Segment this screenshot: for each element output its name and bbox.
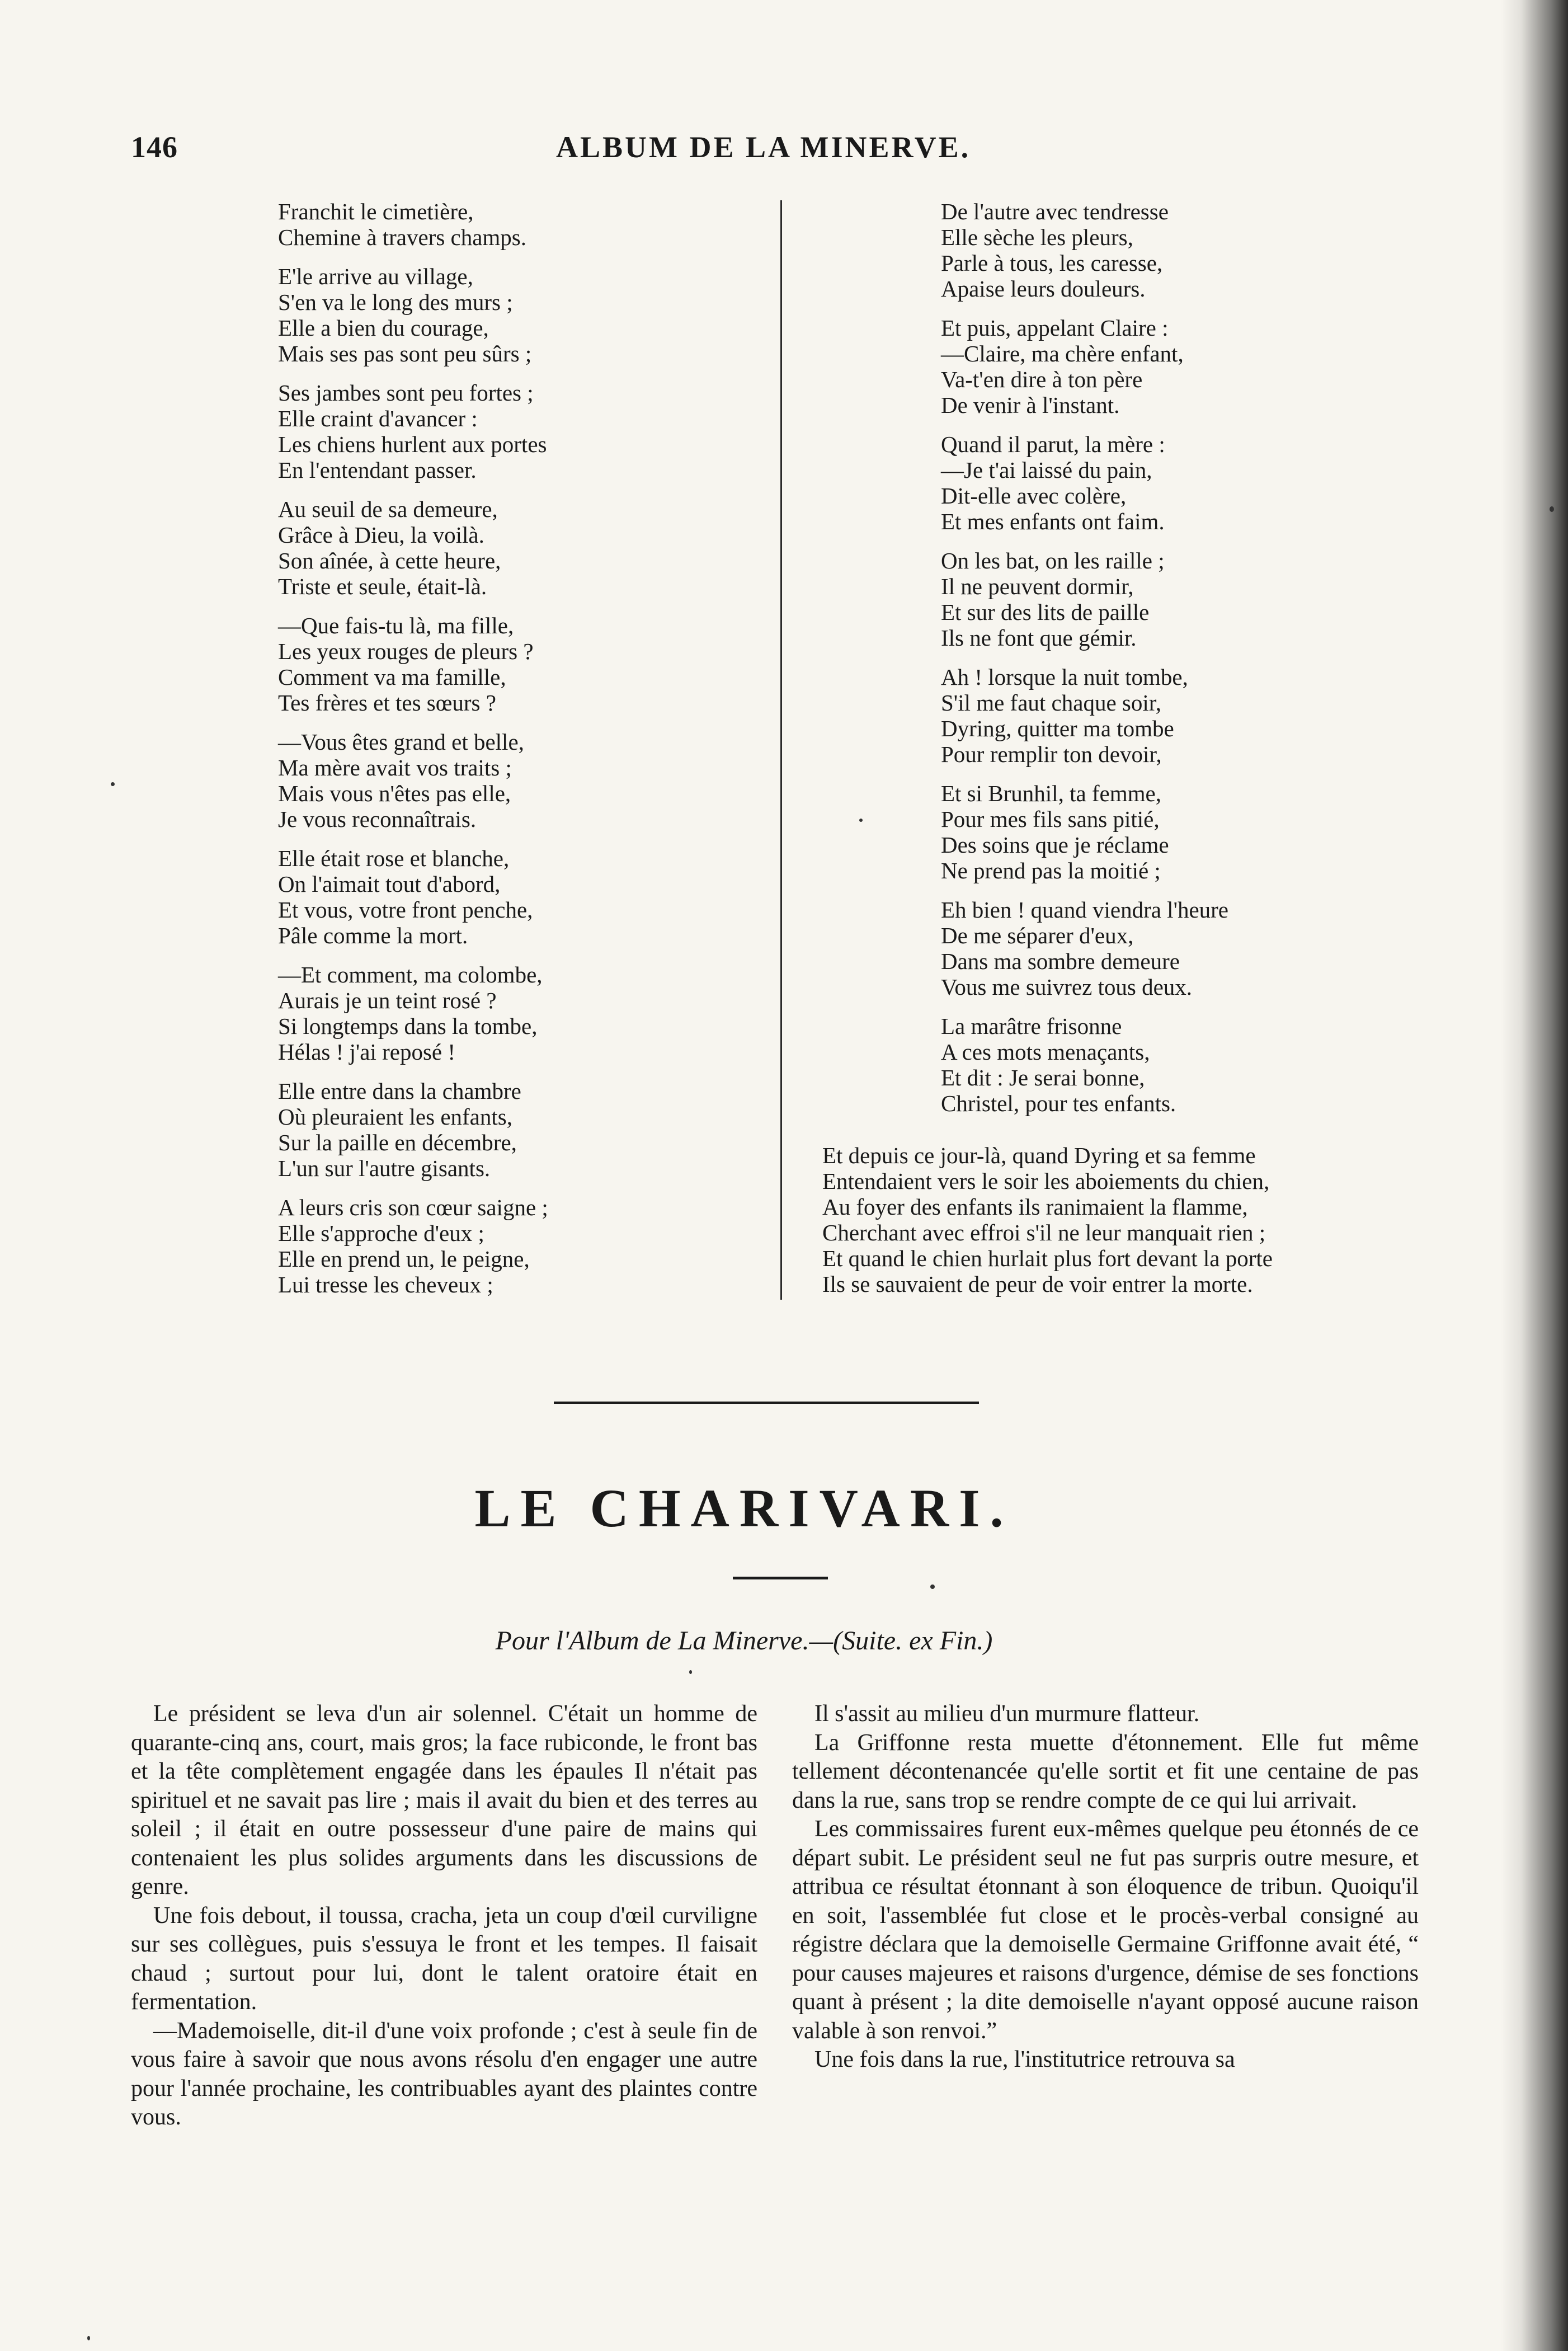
verse-line: Il ne peuvent dormir, — [941, 573, 1134, 599]
verse-line: Où pleuraient les enfants, — [278, 1104, 512, 1130]
verse-line: Vous me suivrez tous deux. — [941, 974, 1193, 1000]
verse-line: Elle a bien du courage, — [278, 315, 489, 341]
verse-line: —Claire, ma chère enfant, — [941, 341, 1184, 366]
verse-line: Dyring, quitter ma tombe — [941, 716, 1174, 741]
article-byline: Pour l'Album de La Minerve.—(Suite. ex Fin.) — [495, 1626, 993, 1656]
page-number: 146 — [131, 130, 178, 164]
stanza — [278, 962, 781, 1065]
verse-line: Parle à tous, les caresse, — [941, 250, 1163, 276]
verse-line: De venir à l'instant. — [941, 392, 1120, 418]
verse-line: A leurs cris son cœur saigne ; — [278, 1195, 548, 1220]
title-underline — [733, 1577, 828, 1579]
verse-line: S'en va le long des murs ; — [278, 289, 513, 315]
article-paragraph: La Griffonne resta muette d'étonnement. Elle fut même tellement décontenancée qu'elle sortit et fit une centaine de pas dans la rue, sans trop se rendre compte de ce qui lui arrivait. — [792, 1729, 1419, 1813]
article-paragraph: —Mademoiselle, dit-il d'une voix profonde ; c'est à seule fin de vous faire à savoir que nous avons résolu d'en engager une autre pour l'année prochaine, les contribuables ayant des plaintes contre vous. — [131, 2018, 757, 2130]
verse-line: Dans ma sombre demeure — [941, 948, 1180, 974]
verse-line: Entendaient vers le soir les aboiements du chien, — [822, 1168, 1270, 1194]
poem-closing-verse — [822, 1142, 1407, 1297]
stanza — [278, 845, 781, 948]
article-paragraph: Il s'assit au milieu d'un murmure flatteur. — [814, 1701, 1200, 1727]
stanza — [941, 315, 1444, 418]
print-speck — [859, 819, 863, 822]
verse-line: Hélas ! j'ai reposé ! — [278, 1039, 456, 1065]
article-paragraph: Les commissaires furent eux-mêmes quelque peu étonnés de ce départ subit. Le président seul ne fut pas surpris outre mesure, et attribua ce résultat étonnant à son éloquence de tribun. Quoiqu'il en soit, l'assemblée fut close et le procès-verbal consigné au régistre déclara que la demoiselle Germaine Griffonne avait été, “ pour causes majeures et raisons d'urgence, démise de ses fonctions quant à présent ; la dite demoiselle n'ayant opposé aucune raison valable à son renvoi.” — [792, 1816, 1419, 2044]
poem-left-column — [278, 199, 781, 1311]
verse-line: Cherchant avec effroi s'il ne leur manquait rien ; — [822, 1220, 1266, 1245]
verse-line: Dit-elle avec colère, — [941, 483, 1127, 509]
verse-line: Elle s'approche d'eux ; — [278, 1220, 484, 1246]
verse-line: En l'entendant passer. — [278, 457, 477, 483]
verse-line: Pour mes fils sans pitié, — [941, 806, 1160, 832]
verse-line: Ils se sauvaient de peur de voir entrer la morte. — [822, 1271, 1253, 1297]
print-speck — [87, 2336, 90, 2340]
verse-line: Ses jambes sont peu fortes ; — [278, 380, 534, 406]
stanza — [278, 729, 781, 832]
stanza — [278, 199, 781, 250]
verse-line: Au seuil de sa demeure, — [278, 496, 498, 522]
page-header — [131, 130, 1406, 175]
verse-line: Elle entre dans la chambre — [278, 1078, 521, 1104]
print-speck — [111, 782, 115, 786]
verse-line: Va-t'en dire à ton père — [941, 366, 1143, 392]
verse-line: On l'aimait tout d'abord, — [278, 871, 501, 897]
running-title: ALBUM DE LA MINERVE. — [556, 130, 971, 164]
verse-line: Ma mère avait vos traits ; — [278, 755, 512, 780]
stanza — [278, 264, 781, 366]
verse-line: —Je t'ai laissé du pain, — [941, 457, 1152, 483]
article-right-column — [792, 1700, 1419, 2075]
stanza — [941, 897, 1444, 1000]
stanza — [278, 496, 781, 599]
verse-line: La marâtre frisonne — [941, 1013, 1122, 1039]
verse-line: Elle craint d'avancer : — [278, 406, 478, 431]
verse-line: Elle en prend un, le peigne, — [278, 1246, 530, 1272]
verse-line: Si longtemps dans la tombe, — [278, 1013, 538, 1039]
verse-line: Mais vous n'êtes pas elle, — [278, 780, 511, 806]
article-paragraph: Une fois dans la rue, l'institutrice retrouva sa — [814, 2047, 1235, 2072]
verse-line: Elle était rose et blanche, — [278, 845, 510, 871]
verse-line: Les chiens hurlent aux portes — [278, 431, 547, 457]
verse-line: Ils ne font que gémir. — [941, 625, 1137, 651]
verse-line: Pâle comme la mort. — [278, 923, 468, 948]
verse-line: Les yeux rouges de pleurs ? — [278, 638, 534, 664]
verse-line: Au foyer des enfants ils ranimaient la flamme, — [822, 1194, 1248, 1220]
print-speck — [1550, 506, 1554, 512]
verse-line: —Et comment, ma colombe, — [278, 962, 543, 988]
verse-line: L'un sur l'autre gisants. — [278, 1155, 491, 1181]
stanza — [941, 664, 1444, 767]
stanza — [941, 199, 1444, 302]
verse-line: On les bat, on les raille ; — [941, 548, 1165, 573]
verse-line: Je vous reconnaîtrais. — [278, 806, 477, 832]
verse-line: Sur la paille en décembre, — [278, 1130, 517, 1155]
stanza — [941, 780, 1444, 883]
verse-line: Comment va ma famille, — [278, 664, 506, 690]
verse-line: Et quand le chien hurlait plus fort devant la porte — [822, 1245, 1273, 1271]
verse-line: Grâce à Dieu, la voilà. — [278, 522, 484, 548]
verse-line: A ces mots menaçants, — [941, 1039, 1150, 1065]
verse-line: Chemine à travers champs. — [278, 224, 527, 250]
poem-right-column — [941, 199, 1444, 1130]
stanza — [941, 548, 1444, 651]
verse-line: Aurais je un teint rosé ? — [278, 988, 497, 1013]
verse-line: Et sur des lits de paille — [941, 599, 1150, 625]
stanza — [941, 1013, 1444, 1116]
verse-line: Et depuis ce jour-là, quand Dyring et sa femme — [822, 1142, 1256, 1168]
verse-line: Ne prend pas la moitié ; — [941, 858, 1161, 883]
verse-line: Apaise leurs douleurs. — [941, 276, 1146, 302]
verse-line: Quand il parut, la mère : — [941, 431, 1165, 457]
stanza — [278, 613, 781, 716]
verse-line: Christel, pour tes enfants. — [941, 1090, 1176, 1116]
page-edge-shadow — [1501, 0, 1568, 2351]
article-paragraph: Le président se leva d'un air solennel. C'était un homme de quarante-cinq ans, court, mais gros; la face rubiconde, le front bas et la tête complètement engagée dans les épaules Il n'était pas spirituel et ne savait pas lire ; mais il avait du bien et des terres au soleil ; il était en outre possesseur d'une paire de mains qui contenaient les plus solides arguments dans les discussions de genre. — [131, 1701, 757, 1899]
verse-line: Franchit le cimetière, — [278, 199, 474, 224]
verse-line: Mais ses pas sont peu sûrs ; — [278, 341, 532, 366]
verse-line: Et vous, votre front penche, — [278, 897, 533, 923]
verse-line: Eh bien ! quand viendra l'heure — [941, 897, 1229, 923]
verse-line: Et dit : Je serai bonne, — [941, 1065, 1145, 1090]
verse-line: E'le arrive au village, — [278, 264, 473, 289]
verse-line: Son aînée, à cette heure, — [278, 548, 501, 573]
stanza — [278, 1078, 781, 1181]
verse-line: Elle sèche les pleurs, — [941, 224, 1133, 250]
article-title: LE CHARIVARI. — [474, 1478, 1014, 1538]
stanza — [278, 380, 781, 483]
verse-line: De me séparer d'eux, — [941, 923, 1134, 948]
column-divider — [780, 200, 782, 1300]
stanza — [278, 1195, 781, 1297]
verse-line: Triste et seule, était-là. — [278, 573, 487, 599]
verse-line: Et puis, appelant Claire : — [941, 315, 1169, 341]
article-left-column — [131, 1700, 757, 2132]
verse-line: S'il me faut chaque soir, — [941, 690, 1162, 716]
verse-line: Des soins que je réclame — [941, 832, 1169, 858]
verse-line: Ah ! lorsque la nuit tombe, — [941, 664, 1188, 690]
verse-line: Et si Brunhil, ta femme, — [941, 780, 1161, 806]
stanza — [941, 431, 1444, 534]
verse-line: Pour remplir ton devoir, — [941, 741, 1162, 767]
print-speck — [689, 1670, 692, 1674]
section-divider — [554, 1402, 979, 1404]
article-paragraph: Une fois debout, il toussa, cracha, jeta un coup d'œil curviligne sur ses collègues, puis s'essuya le front et les tempes. Il faisait chaud ; surtout pour lui, dont le talent oratoire était en fermentation. — [131, 1902, 757, 2015]
verse-line: Et mes enfants ont faim. — [941, 509, 1165, 534]
print-speck — [930, 1584, 935, 1589]
verse-line: —Que fais-tu là, ma fille, — [278, 613, 514, 638]
verse-line: Tes frères et tes sœurs ? — [278, 690, 496, 716]
verse-line: Lui tresse les cheveux ; — [278, 1272, 493, 1297]
verse-line: —Vous êtes grand et belle, — [278, 729, 524, 755]
verse-line: De l'autre avec tendresse — [941, 199, 1169, 224]
